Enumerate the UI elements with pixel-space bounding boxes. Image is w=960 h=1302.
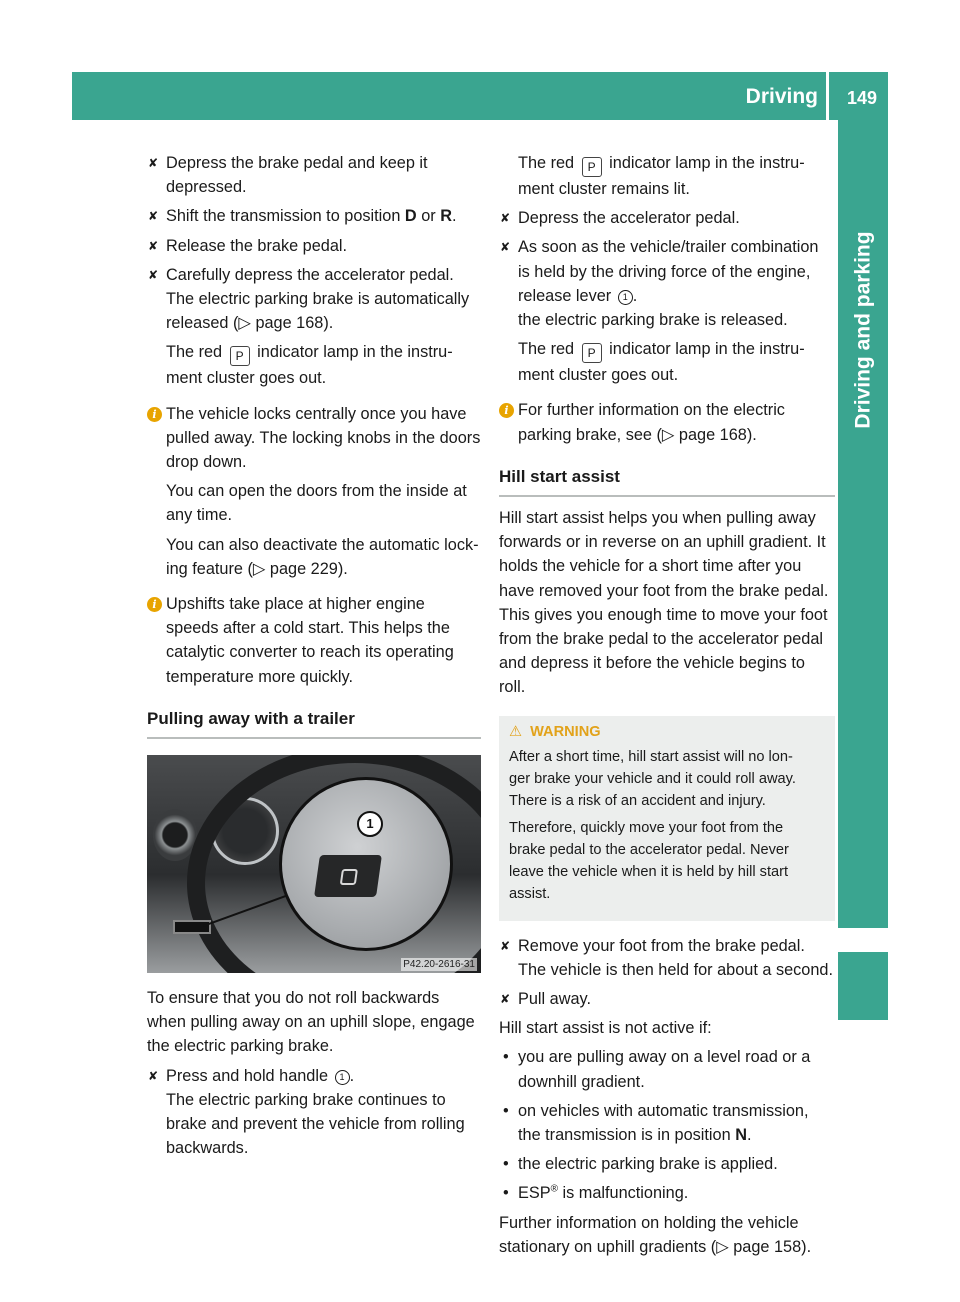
- section-title-header: Driving: [745, 85, 818, 108]
- hill-start-paragraph: Hill start assist helps you when pulling away forwards or in reverse on an uphill gradient. It holds the vehicle for a short time after you have removed your foot from the brake pedal. This gives you enough time to move your foot from the brake pedal to the accelerator pedal and depress it before the vehicle begins to roll.: [499, 509, 829, 697]
- warning-icon: ⚠: [509, 723, 523, 740]
- parking-brake-handle-graphic: [173, 920, 211, 934]
- callout-1: 1: [357, 811, 383, 837]
- further-information-paragraph: Further information on holding the vehicle stationary on uphill gradients (▷ page 158).: [499, 1212, 835, 1259]
- header-divider: [826, 72, 829, 120]
- list-item-automatic-transmission: • on vehicles with automatic transmission, the transmission is in position N.: [499, 1100, 835, 1147]
- step-shift-transmission: ✘ Shift the transmission to position D or R.: [147, 205, 481, 228]
- page-reference-168[interactable]: parking brake, see (▷ page 168).: [518, 425, 757, 444]
- position-n: N: [735, 1126, 747, 1145]
- page-reference-229[interactable]: ing feature (▷ page 229).: [166, 559, 348, 578]
- info-icon: i: [147, 597, 162, 612]
- page-reference-168[interactable]: released (▷ page 168).: [166, 314, 334, 333]
- step-depress-accelerator-trailer: ✘ Depress the accelerator pedal.: [499, 207, 835, 230]
- info-icon: i: [499, 403, 514, 418]
- lamp-remains-lit: The red P indicator lamp in the instru- ment cluster remains lit.: [518, 154, 805, 198]
- step-depress-accelerator: ✘ Carefully depress the accelerator pedal. The electric parking brake is automatically released (▷ page 168). The red P indicator lamp in the instru- ment cluster goes out.: [147, 264, 481, 391]
- warning-text-2: Therefore, quickly move your foot from the brake pedal to the accelerator pedal. Never leave the vehicle when it is held by hill start assist.: [509, 819, 789, 902]
- list-item-parking-brake-applied: • the electric parking brake is applied.: [499, 1153, 835, 1176]
- heading-hill-start-assist: Hill start assist: [499, 465, 835, 497]
- page-reference-158[interactable]: stationary on uphill gradients (▷ page 158).: [499, 1237, 812, 1256]
- step-release-brake: ✘ Release the brake pedal.: [147, 235, 481, 258]
- parking-brake-lamp-icon: P: [582, 343, 602, 363]
- parking-brake-button-graphic: [314, 855, 382, 897]
- parking-brake-lamp-icon: P: [230, 346, 250, 366]
- info-note-further-information: i For further information on the electric parking brake, see (▷ page 168).: [499, 399, 835, 446]
- step-press-handle: ✘ Press and hold handle 1 . The electric parking brake continues to brake and prevent the vehicle from rolling backwards.: [147, 1065, 481, 1161]
- callout-1-icon: 1: [335, 1070, 350, 1085]
- inactive-intro: Hill start assist is not active if:: [499, 1019, 712, 1038]
- side-tab-label: Driving and parking: [851, 231, 875, 429]
- step-release-lever: ✘ As soon as the vehicle/trailer combination is held by the driving force of the engine, release lever 1 . the electric parking brake is released. The red P indicator lamp in the instru- ment cluster goes out.: [499, 236, 835, 387]
- position-r: R: [440, 207, 452, 226]
- parking-brake-figure: [147, 755, 481, 973]
- step-remove-foot: ✘ Remove your foot from the brake pedal. The vehicle is then held for about a second.: [499, 935, 835, 982]
- left-column: [147, 152, 481, 1166]
- figure-caption: P42.20-2616-31: [403, 959, 475, 971]
- list-item-level-road: • you are pulling away on a level road or a downhill gradient.: [499, 1046, 835, 1093]
- warning-box: [499, 716, 835, 921]
- info-note-central-locking: i The vehicle locks centrally once you have pulled away. The locking knobs in the doors drop down. You can open the doors from the inside at any time. You can also deactivate the automatic lock- ing feature (▷ page 229).: [147, 403, 481, 581]
- list-item-esp-malfunction: • ESP® is malfunctioning.: [499, 1182, 835, 1205]
- step-depress-brake: ✘ Depress the brake pedal and keep it depressed.: [147, 152, 481, 199]
- side-tab-marker: [838, 952, 888, 1020]
- step-pull-away: ✘ Pull away.: [499, 988, 835, 1011]
- position-d: D: [404, 207, 417, 226]
- right-column: [499, 152, 835, 1265]
- trailer-intro-paragraph: To ensure that you do not roll backwards when pulling away on an uphill slope, engage the electric parking brake.: [147, 989, 475, 1056]
- page-number: 149: [846, 88, 878, 108]
- warning-text-1: After a short time, hill start assist will no lon- ger brake your vehicle and it could roll away. There is a risk of an accident and injury.: [509, 748, 796, 809]
- warning-heading: ⚠ WARNING: [509, 722, 825, 743]
- info-note-upshifts: i Upshifts take place at higher engine speeds after a cold start. This helps the catalytic converter to reach its operating temperature more quickly.: [147, 593, 481, 689]
- info-icon: i: [147, 407, 162, 422]
- heading-pulling-away-trailer: Pulling away with a trailer: [147, 707, 481, 739]
- callout-1-icon: 1: [618, 290, 633, 305]
- parking-brake-lamp-icon: P: [582, 157, 602, 177]
